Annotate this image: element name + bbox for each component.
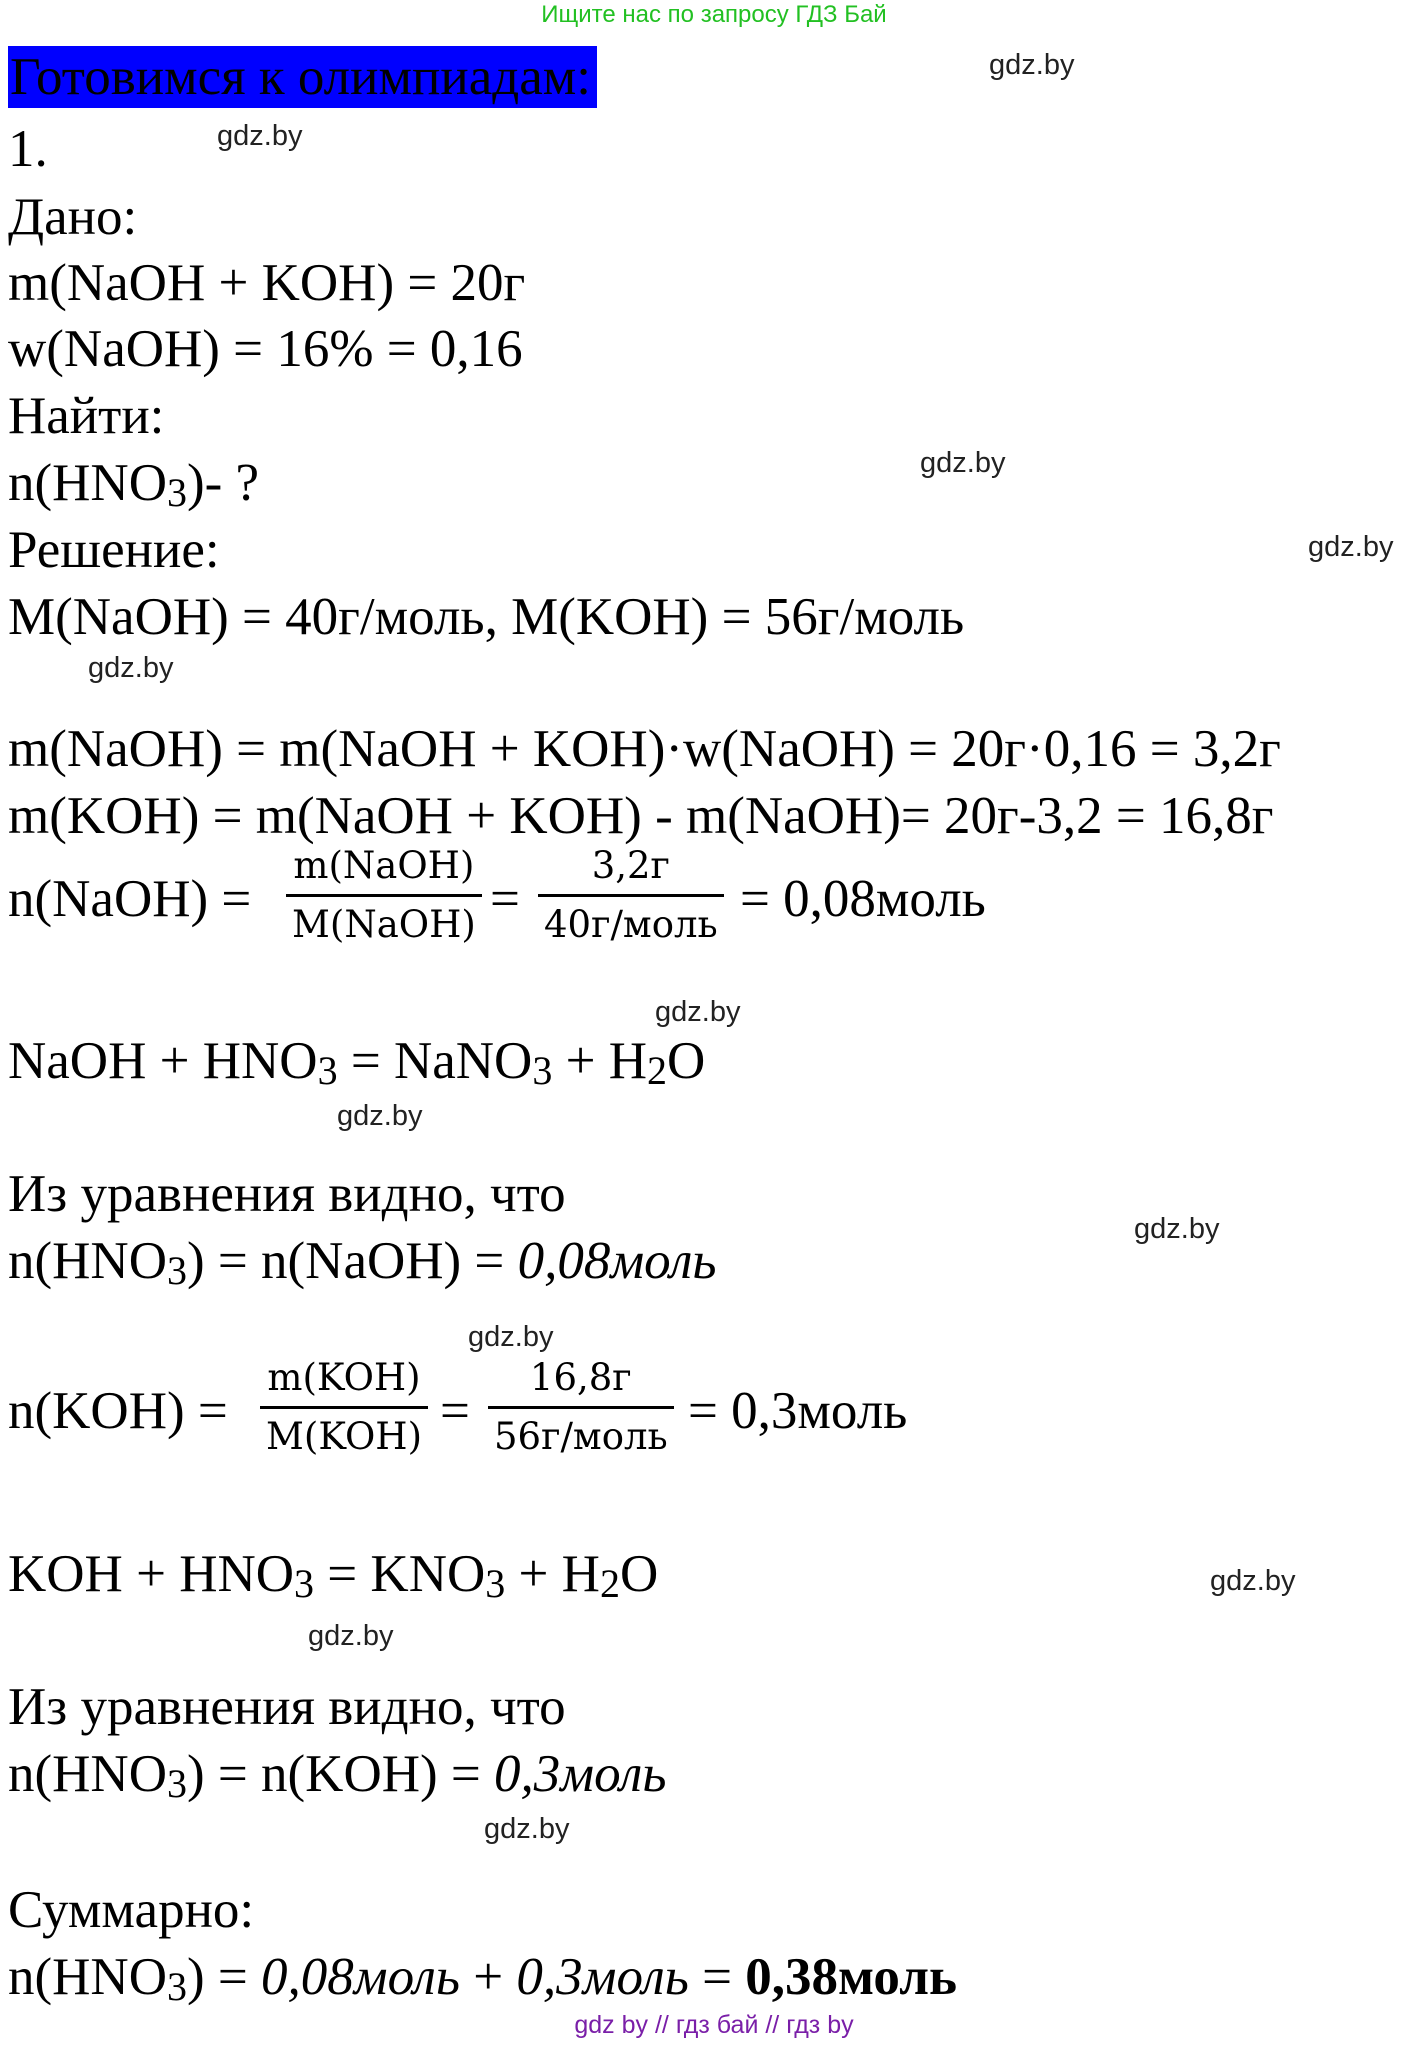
find-label: Найти: [8, 387, 165, 445]
moles-koh-values: 16,8г 56г/моль [488, 1352, 674, 1459]
moles-koh-lhs: n(KOH) = [8, 1382, 228, 1440]
result-2: $n(HNO_3) = n(KOH)$ = 0,3моль [8, 1745, 667, 1806]
watermark: gdz.by [1210, 1565, 1296, 1597]
result-1: $n(HNO_3)$ = n(NaOH) = 0,08моль [8, 1232, 717, 1293]
mass-naoh-calc: m(NaOH) = m(NaOH + KOH)·w(NaOH) = 20г·0,16 = 3,2г [8, 720, 1281, 778]
footer-links: gdz by // гдз бай // гдз by [574, 2011, 854, 2039]
watermark: gdz.by [1134, 1213, 1220, 1245]
search-banner: Ищите нас по запросу ГДЗ Бай [541, 1, 887, 28]
given-mass: m(NaOH + KOH) = 20г [8, 254, 526, 312]
find-quantity: $n(HNO_3)-$ ? [8, 454, 260, 515]
watermark: gdz.by [217, 120, 303, 152]
watermark: gdz.by [88, 652, 174, 684]
reaction-naoh: NaOH + $HNO_3$ = NaNO$_3$ + $H_2O$ [8, 1032, 706, 1093]
section-heading: Готовимся к олимпиадам: [8, 46, 597, 108]
reaction-koh: KOH + $HNO_3 = KNO_3 + H_2O$ [8, 1545, 659, 1606]
moles-naoh-result: = 0,08моль [740, 870, 986, 928]
moles-naoh-formula: m(NaOH) M(NaOH) [286, 840, 482, 947]
moles-naoh-values: 3,2г 40г/моль [538, 840, 724, 947]
given-fraction: w(NaOH) = 16% = 0,16 [8, 320, 523, 378]
solution-label: Решение: [8, 521, 220, 579]
moles-koh-formula: m(KOH) M(KOH) [260, 1352, 428, 1459]
molar-masses: M(NaOH) = 40г/моль, M(KOH) = 56г/моль [8, 588, 965, 646]
watermark: gdz.by [468, 1321, 554, 1353]
watermark: gdz.by [308, 1620, 394, 1652]
problem-number: 1. [8, 120, 48, 178]
watermark: gdz.by [484, 1813, 570, 1845]
moles-naoh-lhs: n(NaOH) = [8, 870, 252, 928]
watermark: gdz.by [920, 447, 1006, 479]
note-2: Из уравнения видно, что [8, 1678, 566, 1736]
watermark: gdz.by [655, 996, 741, 1028]
watermark: gdz.by [989, 49, 1075, 81]
watermark: gdz.by [337, 1100, 423, 1132]
total-result: $n(HNO_3)$ = 0,08моль + 0,3моль = 0,38моль [8, 1948, 957, 2009]
moles-koh-result: = 0,3моль [688, 1382, 908, 1440]
given-label: Дано: [8, 188, 138, 246]
mass-koh-calc: m(KOH) = m(NaOH + KOH) - m(NaOH)= 20г-3,2 = 16,8г [8, 787, 1274, 845]
note-1: Из уравнения видно, что [8, 1165, 566, 1223]
watermark: gdz.by [1308, 531, 1394, 563]
total-label: Суммарно: [8, 1881, 255, 1939]
